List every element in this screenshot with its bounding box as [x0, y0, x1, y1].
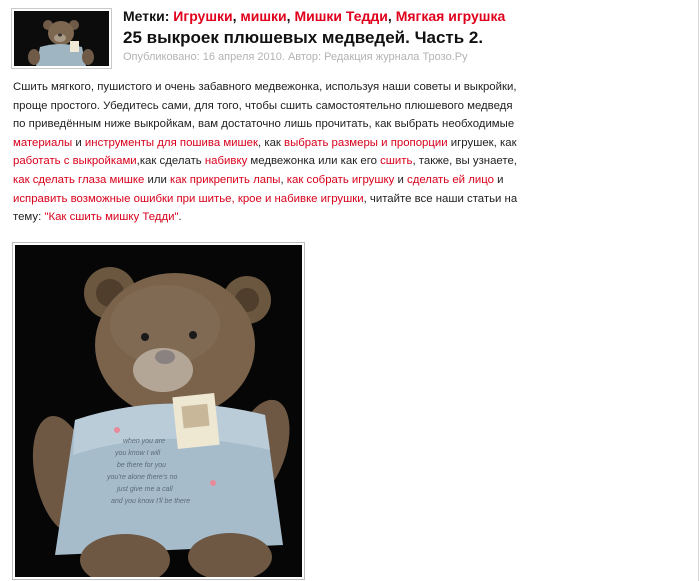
paragraph-text: или — [144, 173, 171, 186]
article-link[interactable]: сделать ей лицо — [407, 173, 494, 186]
post-thumbnail[interactable] — [11, 8, 112, 69]
teddy-bear-photo[interactable] — [12, 242, 305, 580]
tag-separator: , — [232, 8, 237, 24]
shirt-text-5: just give me a call — [117, 486, 173, 493]
paragraph-text: и — [493, 173, 504, 186]
paragraph-text: медвежонка или как его — [247, 155, 381, 168]
article-link[interactable]: выбрать размеры и пропорции — [284, 136, 448, 149]
article-link[interactable]: инструменты для пошива мишек — [84, 136, 258, 149]
tag-link[interactable]: Мишки Тедди — [294, 8, 388, 24]
right-divider — [698, 0, 699, 581]
article-link[interactable]: как собрать игрушку — [286, 173, 395, 186]
tag-link[interactable]: Мягкая игрушка — [395, 8, 506, 24]
shirt-text-3: be there for you — [117, 462, 167, 469]
paragraph-text: игрушек, как — [447, 136, 517, 149]
tag-separator: , — [387, 8, 392, 24]
tag-link[interactable]: мишки — [240, 8, 287, 24]
paragraph-text: , — [280, 173, 287, 186]
paragraph-text: ,как сделать — [136, 155, 205, 168]
tags-line — [123, 7, 693, 25]
shirt-text-2: you know I will — [115, 450, 161, 457]
shirt-text-6: and you know I'll be there — [111, 498, 191, 505]
article-paragraph — [13, 78, 523, 227]
shirt-text-1: when you are — [123, 438, 166, 445]
article-link[interactable]: как прикрепить лапы — [170, 173, 281, 186]
article-link[interactable]: "Как сшить мишку Тедди" — [44, 211, 179, 224]
paragraph-text: и — [72, 136, 85, 149]
article-link[interactable]: набивку — [204, 155, 248, 168]
article-link[interactable]: работать с выкройками — [13, 155, 137, 168]
paragraph-text: , как — [258, 136, 285, 149]
paragraph-text: , читайте все наши статьи на тему: — [13, 192, 518, 224]
article-meta: Опубликовано: 16 апреля 2010. Автор: Редакция журнала Трозо.Ру — [123, 51, 468, 63]
post-header — [123, 7, 693, 64]
paragraph-text: . — [178, 211, 182, 224]
article-link[interactable]: как сделать глаза мишке — [13, 173, 145, 186]
article-link[interactable]: исправить возможные ошибки при шитье, крое и набивке игрушки — [13, 192, 364, 205]
tags-label: Метки: — [123, 8, 170, 24]
article-title[interactable]: 25 выкроек плюшевых медведей. Часть 2. — [123, 28, 484, 47]
tag-link[interactable]: Игрушки — [173, 8, 233, 24]
paragraph-text: и — [394, 173, 407, 186]
paragraph-text: Сшить мягкого, пушистого и очень забавного медвежонка, используя наши советы и выкройки, проще простого. Убедитесь сами, для того, чтобы сшить самостоятельно плюшевого медведя по приведённым ниже выкройкам, вам достаточно лишь прочитать, как выбрать необходимые — [13, 81, 517, 131]
article-link[interactable]: сшить — [380, 155, 413, 168]
tag-separator: , — [286, 8, 291, 24]
article-link[interactable]: материалы — [13, 136, 73, 149]
paragraph-text: , также, вы узнаете, — [412, 155, 517, 168]
shirt-text-4: you're alone there's no — [107, 474, 178, 481]
